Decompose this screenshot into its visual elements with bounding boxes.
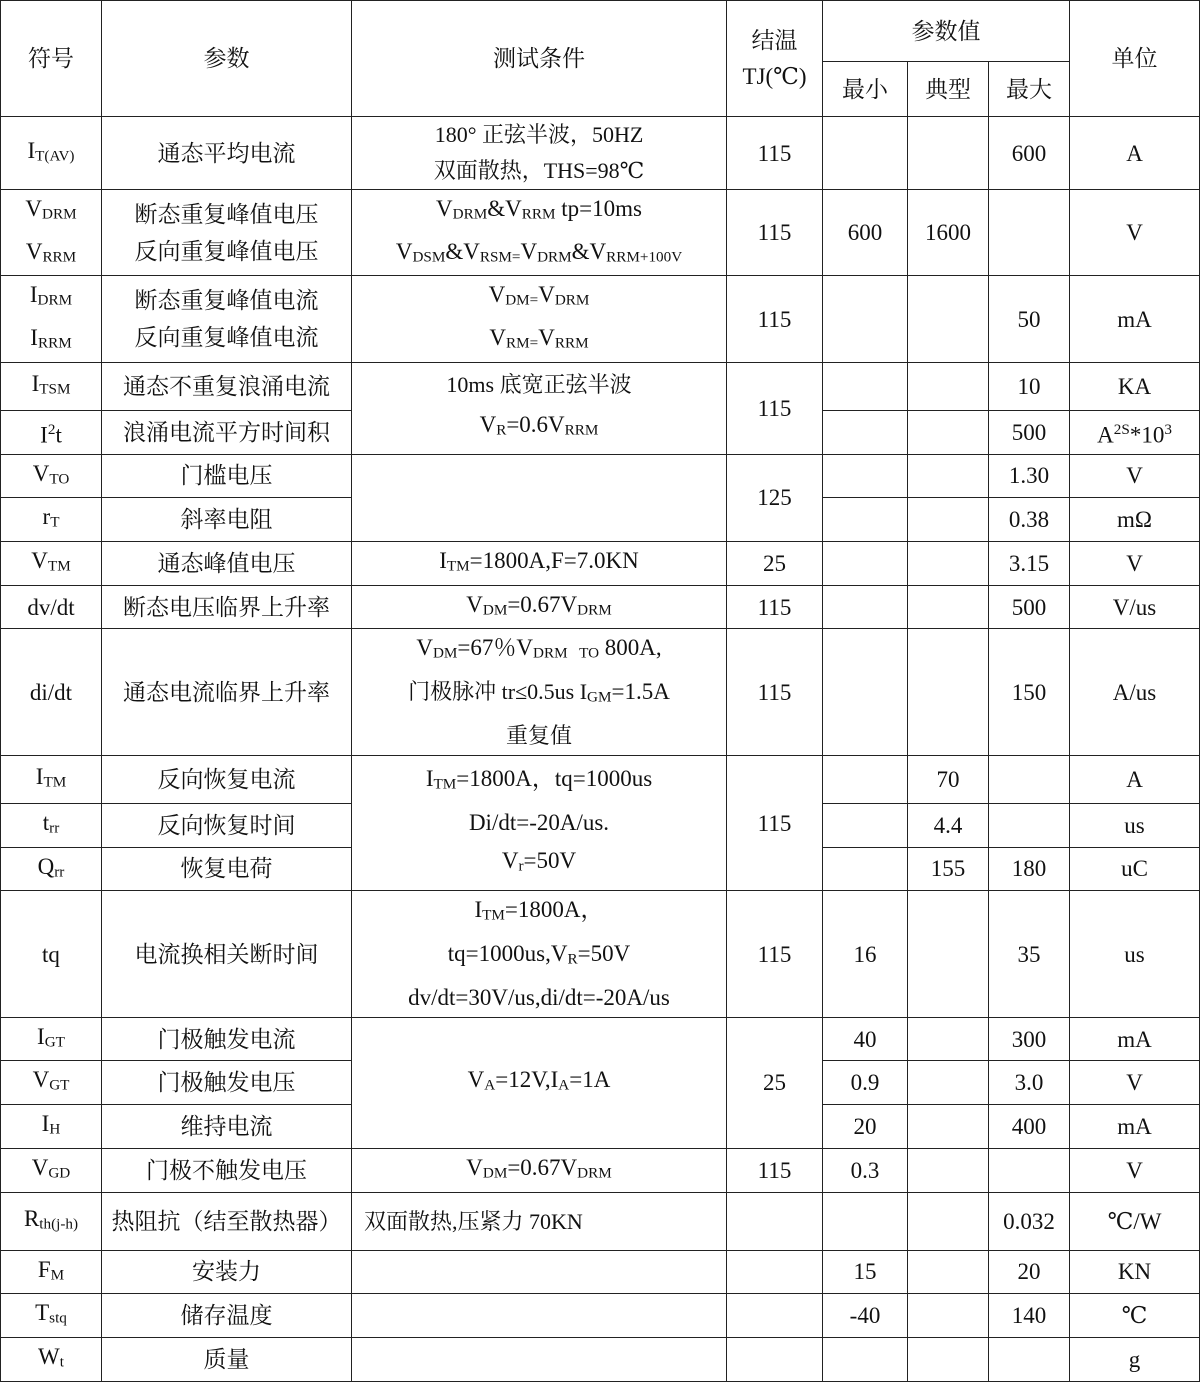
max-cell: 50: [989, 276, 1070, 362]
parameter-cell: 通态不重复浪涌电流: [102, 362, 352, 410]
min-cell: [823, 585, 908, 629]
typ-cell: [908, 1250, 989, 1294]
condition-cell: 180° 正弦半波，50HZ 双面散热，THS=98℃: [352, 117, 727, 190]
min-cell: [823, 276, 908, 362]
min-cell: [823, 541, 908, 585]
condition-cell: 双面散热,压紧力 70KN: [352, 1192, 727, 1250]
typ-cell: [908, 1105, 989, 1149]
unit-cell: ℃: [1070, 1294, 1200, 1338]
typ-cell: [908, 1192, 989, 1250]
condition-cell: $I_{TM}=1800A,F=7.0KN$: [352, 541, 727, 585]
unit-cell: V: [1070, 1061, 1200, 1105]
max-cell: 35: [989, 891, 1070, 1017]
symbol-cell: $I_{TM}$: [1, 755, 102, 803]
max-cell: 1.30: [989, 454, 1070, 498]
min-cell: [823, 755, 908, 803]
unit-cell: mA: [1070, 1105, 1200, 1149]
symbol-cell: $V_{TO}$: [1, 454, 102, 498]
tj-cell: 25: [727, 1017, 823, 1148]
min-cell: [823, 629, 908, 755]
tj-cell: 115: [727, 1148, 823, 1192]
symbol-cell: $I_{DRM}$ $I_{RRM}$: [1, 276, 102, 362]
table-row: [1, 1017, 1200, 1061]
typ-cell: [908, 1338, 989, 1382]
max-cell: 600: [989, 117, 1070, 190]
unit-cell: ℃/W: [1070, 1192, 1200, 1250]
symbol-cell: $I_{T(AV)}$: [1, 117, 102, 190]
table-row: [1, 276, 1200, 362]
condition-cell: $V_{DM}=0.67V_{DRM}$: [352, 585, 727, 629]
parameter-cell: 反向恢复电流: [102, 755, 352, 803]
table-row: [1, 454, 1200, 498]
typ-cell: [908, 891, 989, 1017]
min-cell: [823, 498, 908, 542]
condition-cell: $V_{DM=}V_{DRM}$ $V_{RM=}V_{RRM}$: [352, 276, 727, 362]
max-cell: 3.15: [989, 541, 1070, 585]
tj-cell: [727, 1250, 823, 1294]
typ-cell: [908, 1294, 989, 1338]
parameter-cell: 浪涌电流平方时间积: [102, 410, 352, 454]
parameter-cell: 反向恢复时间: [102, 803, 352, 847]
symbol-cell: $I_H$: [1, 1105, 102, 1149]
symbol-cell: $I_{GT}$: [1, 1017, 102, 1061]
tj-cell: 115: [727, 362, 823, 454]
typ-cell: [908, 1017, 989, 1061]
header-parameter: 参数: [102, 1, 352, 117]
max-cell: 300: [989, 1017, 1070, 1061]
max-cell: [989, 755, 1070, 803]
typ-cell: [908, 276, 989, 362]
header-typ: 典型: [908, 62, 989, 117]
condition-cell: $I_{TM}=1800A$，tq=1000us Di/dt=-20A/us. $V_r=50V$: [352, 755, 727, 890]
unit-cell: us: [1070, 803, 1200, 847]
symbol-cell: $I_{TSM}$: [1, 362, 102, 410]
parameter-cell: 通态平均电流: [102, 117, 352, 190]
unit-cell: $A^{2S}*10^3$: [1070, 410, 1200, 454]
min-cell: [823, 1338, 908, 1382]
symbol-cell: $R_{th(j-h)}$: [1, 1192, 102, 1250]
typ-cell: [908, 454, 989, 498]
max-cell: 140: [989, 1294, 1070, 1338]
table-row: [1, 190, 1200, 276]
condition-cell: [352, 1250, 727, 1294]
parameter-cell: 断态电压临界上升率: [102, 585, 352, 629]
max-cell: [989, 803, 1070, 847]
min-cell: [823, 117, 908, 190]
unit-cell: V: [1070, 1148, 1200, 1192]
header-unit: 单位: [1070, 1, 1200, 117]
min-cell: [823, 454, 908, 498]
min-cell: [823, 362, 908, 410]
min-cell: [823, 410, 908, 454]
condition-cell: $V_{DM}=67$％$V_{DRM}$ $_{TO}$ 800A, 门极脉冲 tr≤0.5us $I_{GM}=1.5A$ 重复值: [352, 629, 727, 755]
max-cell: 500: [989, 585, 1070, 629]
unit-cell: KA: [1070, 362, 1200, 410]
symbol-cell: tq: [1, 891, 102, 1017]
condition-cell: [352, 1294, 727, 1338]
table-row: [1, 362, 1200, 410]
parameter-cell: 储存温度: [102, 1294, 352, 1338]
unit-cell: uC: [1070, 847, 1200, 891]
unit-cell: A: [1070, 117, 1200, 190]
typ-cell: [908, 1061, 989, 1105]
min-cell: 0.3: [823, 1148, 908, 1192]
tj-cell: 115: [727, 585, 823, 629]
typ-cell: [908, 410, 989, 454]
min-cell: 15: [823, 1250, 908, 1294]
table-row: [1, 585, 1200, 629]
table-row: [1, 541, 1200, 585]
max-cell: 400: [989, 1105, 1070, 1149]
header-row: [1, 1, 1200, 62]
header-tj-unit: TJ(℃): [742, 63, 807, 89]
symbol-cell: $W_t$: [1, 1338, 102, 1382]
max-cell: 0.032: [989, 1192, 1070, 1250]
symbol-cell: dv/dt: [1, 585, 102, 629]
condition-cell: [352, 1338, 727, 1382]
symbol-cell: $r_T$: [1, 498, 102, 542]
table-row: [1, 1294, 1200, 1338]
tj-cell: 115: [727, 117, 823, 190]
tj-cell: 25: [727, 541, 823, 585]
tj-cell: 115: [727, 891, 823, 1017]
unit-cell: us: [1070, 891, 1200, 1017]
unit-cell: mΩ: [1070, 498, 1200, 542]
unit-cell: KN: [1070, 1250, 1200, 1294]
parameter-cell: 斜率电阻: [102, 498, 352, 542]
table-row: [1, 755, 1200, 803]
typ-cell: [908, 541, 989, 585]
symbol-cell: $V_{DRM}$ $V_{RRM}$: [1, 190, 102, 276]
symbol-cell: di/dt: [1, 629, 102, 755]
header-max: 最大: [989, 62, 1070, 117]
symbol-cell: $t_{rr}$: [1, 803, 102, 847]
symbol-cell: $Q_{rr}$: [1, 847, 102, 891]
unit-cell: V: [1070, 190, 1200, 276]
min-cell: [823, 803, 908, 847]
min-cell: [823, 1192, 908, 1250]
tj-cell: 115: [727, 755, 823, 890]
max-cell: 20: [989, 1250, 1070, 1294]
typ-cell: 70: [908, 755, 989, 803]
condition-cell: $V_{DM}=0.67V_{DRM}$: [352, 1148, 727, 1192]
min-cell: -40: [823, 1294, 908, 1338]
max-cell: 180: [989, 847, 1070, 891]
typ-cell: [908, 1148, 989, 1192]
typ-cell: [908, 498, 989, 542]
parameter-cell: 断态重复峰值电流 反向重复峰值电流: [102, 276, 352, 362]
symbol-cell: $V_{TM}$: [1, 541, 102, 585]
parameter-cell: 热阻抗（结至散热器）: [102, 1192, 352, 1250]
parameter-cell: 通态峰值电压: [102, 541, 352, 585]
unit-cell: A: [1070, 755, 1200, 803]
min-cell: [823, 847, 908, 891]
max-cell: 150: [989, 629, 1070, 755]
header-conditions: 测试条件: [352, 1, 727, 117]
tj-cell: 115: [727, 276, 823, 362]
min-cell: 16: [823, 891, 908, 1017]
tj-cell: 115: [727, 190, 823, 276]
header-tj: [727, 1, 823, 117]
min-cell: 40: [823, 1017, 908, 1061]
tj-cell: [727, 1338, 823, 1382]
typ-cell: 1600: [908, 190, 989, 276]
condition-cell: $V_A=12V,I_A=1A$: [352, 1017, 727, 1148]
table-row: [1, 1148, 1200, 1192]
typ-cell: 4.4: [908, 803, 989, 847]
typ-cell: [908, 362, 989, 410]
header-symbol: 符号: [1, 1, 102, 117]
parameter-cell: 门极触发电流: [102, 1017, 352, 1061]
parameter-cell: 门槛电压: [102, 454, 352, 498]
tj-cell: [727, 1192, 823, 1250]
table-row: [1, 891, 1200, 1017]
condition-cell: 10ms 底宽正弦半波 $V_R=0.6V_{RRM}$: [352, 362, 727, 454]
tj-cell: 115: [727, 629, 823, 755]
parameter-cell: 门极触发电压: [102, 1061, 352, 1105]
condition-cell: $I_{TM}=1800A$， $tq=1000us,V_R=50V$ dv/dt=30V/us,di/dt=-20A/us: [352, 891, 727, 1017]
parameter-cell: 维持电流: [102, 1105, 352, 1149]
header-values: 参数值: [823, 1, 1070, 62]
table-row: [1, 1338, 1200, 1382]
unit-cell: mA: [1070, 1017, 1200, 1061]
symbol-cell: $V_{GD}$: [1, 1148, 102, 1192]
min-cell: 600: [823, 190, 908, 276]
table-row: [1, 1250, 1200, 1294]
table-row: [1, 1192, 1200, 1250]
max-cell: [989, 190, 1070, 276]
unit-cell: V/us: [1070, 585, 1200, 629]
max-cell: 3.0: [989, 1061, 1070, 1105]
max-cell: 10: [989, 362, 1070, 410]
condition-cell: [352, 454, 727, 541]
parameter-cell: 电流换相关断时间: [102, 891, 352, 1017]
symbol-cell: $I^2t$: [1, 410, 102, 454]
condition-cell: $V_{DRM}\&V_{RRM}$ tp=10ms $V_{DSM}\&V_{RSM=}V_{DRM}\&V_{RRM+100V}$: [352, 190, 727, 276]
parameter-cell: 质量: [102, 1338, 352, 1382]
parameter-cell: 通态电流临界上升率: [102, 629, 352, 755]
max-cell: 0.38: [989, 498, 1070, 542]
table-row: [1, 629, 1200, 755]
table-row: [1, 117, 1200, 190]
min-cell: 0.9: [823, 1061, 908, 1105]
parameter-cell: 断态重复峰值电压 反向重复峰值电压: [102, 190, 352, 276]
parameter-cell: 门极不触发电压: [102, 1148, 352, 1192]
unit-cell: g: [1070, 1338, 1200, 1382]
min-cell: 20: [823, 1105, 908, 1149]
tj-cell: [727, 1294, 823, 1338]
symbol-cell: $T_{stq}$: [1, 1294, 102, 1338]
header-min: 最小: [823, 62, 908, 117]
typ-cell: [908, 629, 989, 755]
symbol-cell: $F_M$: [1, 1250, 102, 1294]
unit-cell: V: [1070, 454, 1200, 498]
max-cell: [989, 1148, 1070, 1192]
max-cell: 500: [989, 410, 1070, 454]
parameter-cell: 恢复电荷: [102, 847, 352, 891]
parameter-cell: 安装力: [102, 1250, 352, 1294]
max-cell: [989, 1338, 1070, 1382]
typ-cell: [908, 585, 989, 629]
tj-cell: 125: [727, 454, 823, 541]
typ-cell: [908, 117, 989, 190]
symbol-cell: $V_{GT}$: [1, 1061, 102, 1105]
header-tj-label: 结温: [751, 27, 798, 53]
unit-cell: mA: [1070, 276, 1200, 362]
unit-cell: A/us: [1070, 629, 1200, 755]
unit-cell: V: [1070, 541, 1200, 585]
typ-cell: 155: [908, 847, 989, 891]
